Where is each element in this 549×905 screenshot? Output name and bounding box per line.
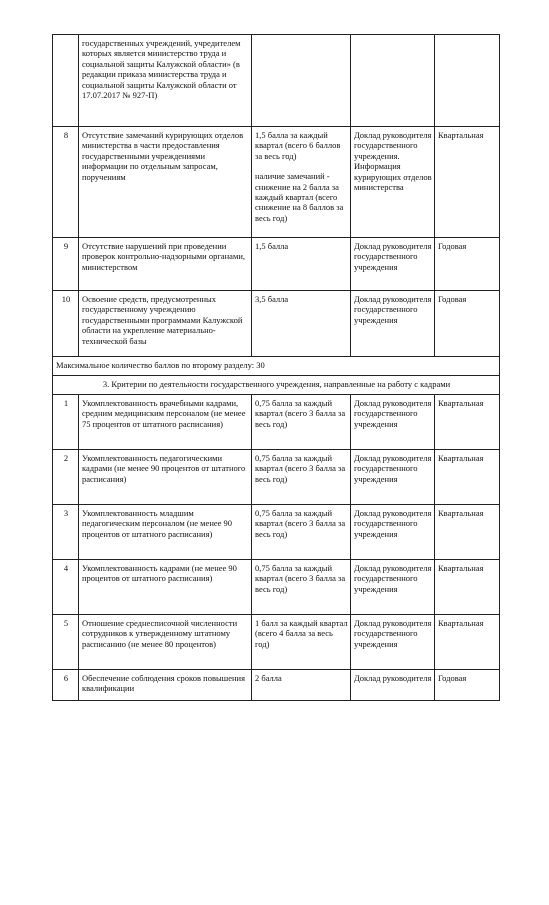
- row-number: 6: [53, 670, 79, 701]
- source-cell: Доклад руководителя государственного учреждения: [351, 505, 435, 560]
- period-cell: Квартальная: [435, 395, 500, 450]
- table-row: [53, 35, 500, 127]
- source-cell: Доклад руководителя: [351, 670, 435, 701]
- period-cell: Квартальная: [435, 450, 500, 505]
- spacer: [255, 161, 348, 171]
- criteria-table: [52, 34, 500, 701]
- points-cell: 2 балла: [252, 670, 351, 701]
- points-penalty-text: наличие замечаний - снижение на 2 балла за каждый квартал (всего снижение на 8 баллов за весь год): [255, 171, 344, 223]
- period-cell: Квартальная: [435, 615, 500, 670]
- period-cell: Квартальная: [435, 505, 500, 560]
- source-cell: Доклад руководителя государственного учреждения: [351, 450, 435, 505]
- row-number: 3: [53, 505, 79, 560]
- row-number: 2: [53, 450, 79, 505]
- period-cell: Годовая: [435, 291, 500, 357]
- points-cell: 0,75 балла за каждый квартал (всего 3 балла за весь год): [252, 560, 351, 615]
- criterion-text: Укомплектованность врачебными кадрами, средним медицинским персоналом (не менее 75 процентов от штатного расписания): [79, 395, 252, 450]
- row-number: [53, 35, 79, 127]
- row-number: 10: [53, 291, 79, 357]
- source-cell: [351, 35, 435, 127]
- table-row: [53, 395, 500, 450]
- row-number: 5: [53, 615, 79, 670]
- points-cell: 1,5 балла: [252, 238, 351, 291]
- row-number: 4: [53, 560, 79, 615]
- table-row: [53, 560, 500, 615]
- row-number: 1: [53, 395, 79, 450]
- max-points-text: Максимальное количество баллов по второму разделу: 30: [53, 357, 500, 376]
- table-row: [53, 670, 500, 701]
- criterion-text: государственных учреждений, учредителем которых является министерство труда и социальной защиты Калужской области» (в редакции приказа министерства труда и социальной защиты Калужской области от 17.07.2017 № 927-П): [79, 35, 252, 127]
- summary-row: [53, 357, 500, 376]
- criterion-text: Обеспечение соблюдения сроков повышения квалификации: [79, 670, 252, 701]
- section-title: 3. Критерии по деятельности государственного учреждения, направленные на работу с кадрами: [53, 376, 500, 395]
- period-cell: Годовая: [435, 670, 500, 701]
- source-cell: Доклад руководителя государственного учреждения: [351, 560, 435, 615]
- points-cell: 0,75 балла за каждый квартал (всего 3 балла за весь год): [252, 450, 351, 505]
- criterion-text: Освоение средств, предусмотренных государственному учреждению государственными программами Калужской области на укрепление материально-технической базы: [79, 291, 252, 357]
- points-cell: 0,75 балла за каждый квартал (всего 3 балла за весь год): [252, 505, 351, 560]
- criterion-text: Отношение среднесписочной численности сотрудников к утвержденному штатному расписанию (не менее 80 процентов): [79, 615, 252, 670]
- table-row: [53, 450, 500, 505]
- period-cell: Квартальная: [435, 127, 500, 238]
- table-row: [53, 291, 500, 357]
- source-cell: Доклад руководителя государственного учреждения: [351, 291, 435, 357]
- points-cell: 0,75 балла за каждый квартал (всего 3 балла за весь год): [252, 395, 351, 450]
- table-row: [53, 505, 500, 560]
- section-header-row: [53, 376, 500, 395]
- table-row: [53, 127, 500, 238]
- source-cell: Доклад руководителя государственного учреждения: [351, 238, 435, 291]
- period-cell: Квартальная: [435, 560, 500, 615]
- criterion-text: Укомплектованность педагогическими кадрами (не менее 90 процентов от штатного расписания): [79, 450, 252, 505]
- criterion-text: Отсутствие замечаний курирующих отделов министерства в части предоставления государственными учреждениями информации по отдельным запросам, поручениям: [79, 127, 252, 238]
- criterion-text: Укомплектованность младшим педагогическим персоналом (не менее 90 процентов от штатного расписания): [79, 505, 252, 560]
- points-cell: [252, 35, 351, 127]
- table-row: [53, 238, 500, 291]
- points-text: 1,5 балла за каждый квартал (всего 6 баллов за весь год): [255, 130, 341, 161]
- row-number: 9: [53, 238, 79, 291]
- period-cell: [435, 35, 500, 127]
- source-cell: Доклад руководителя государственного учреждения: [351, 395, 435, 450]
- points-cell: [252, 127, 351, 238]
- criterion-text: Укомплектованность кадрами (не менее 90 процентов от штатного расписания): [79, 560, 252, 615]
- row-number: 8: [53, 127, 79, 238]
- table-row: [53, 615, 500, 670]
- period-cell: Годовая: [435, 238, 500, 291]
- source-cell: Доклад руководителя государственного учреждения. Информация курирующих отделов министерства: [351, 127, 435, 238]
- points-cell: 3,5 балла: [252, 291, 351, 357]
- source-cell: Доклад руководителя государственного учреждения: [351, 615, 435, 670]
- criterion-text: Отсутствие нарушений при проведении проверок контрольно-надзорными органами, министерством: [79, 238, 252, 291]
- points-cell: 1 балл за каждый квартал (всего 4 балла за весь год): [252, 615, 351, 670]
